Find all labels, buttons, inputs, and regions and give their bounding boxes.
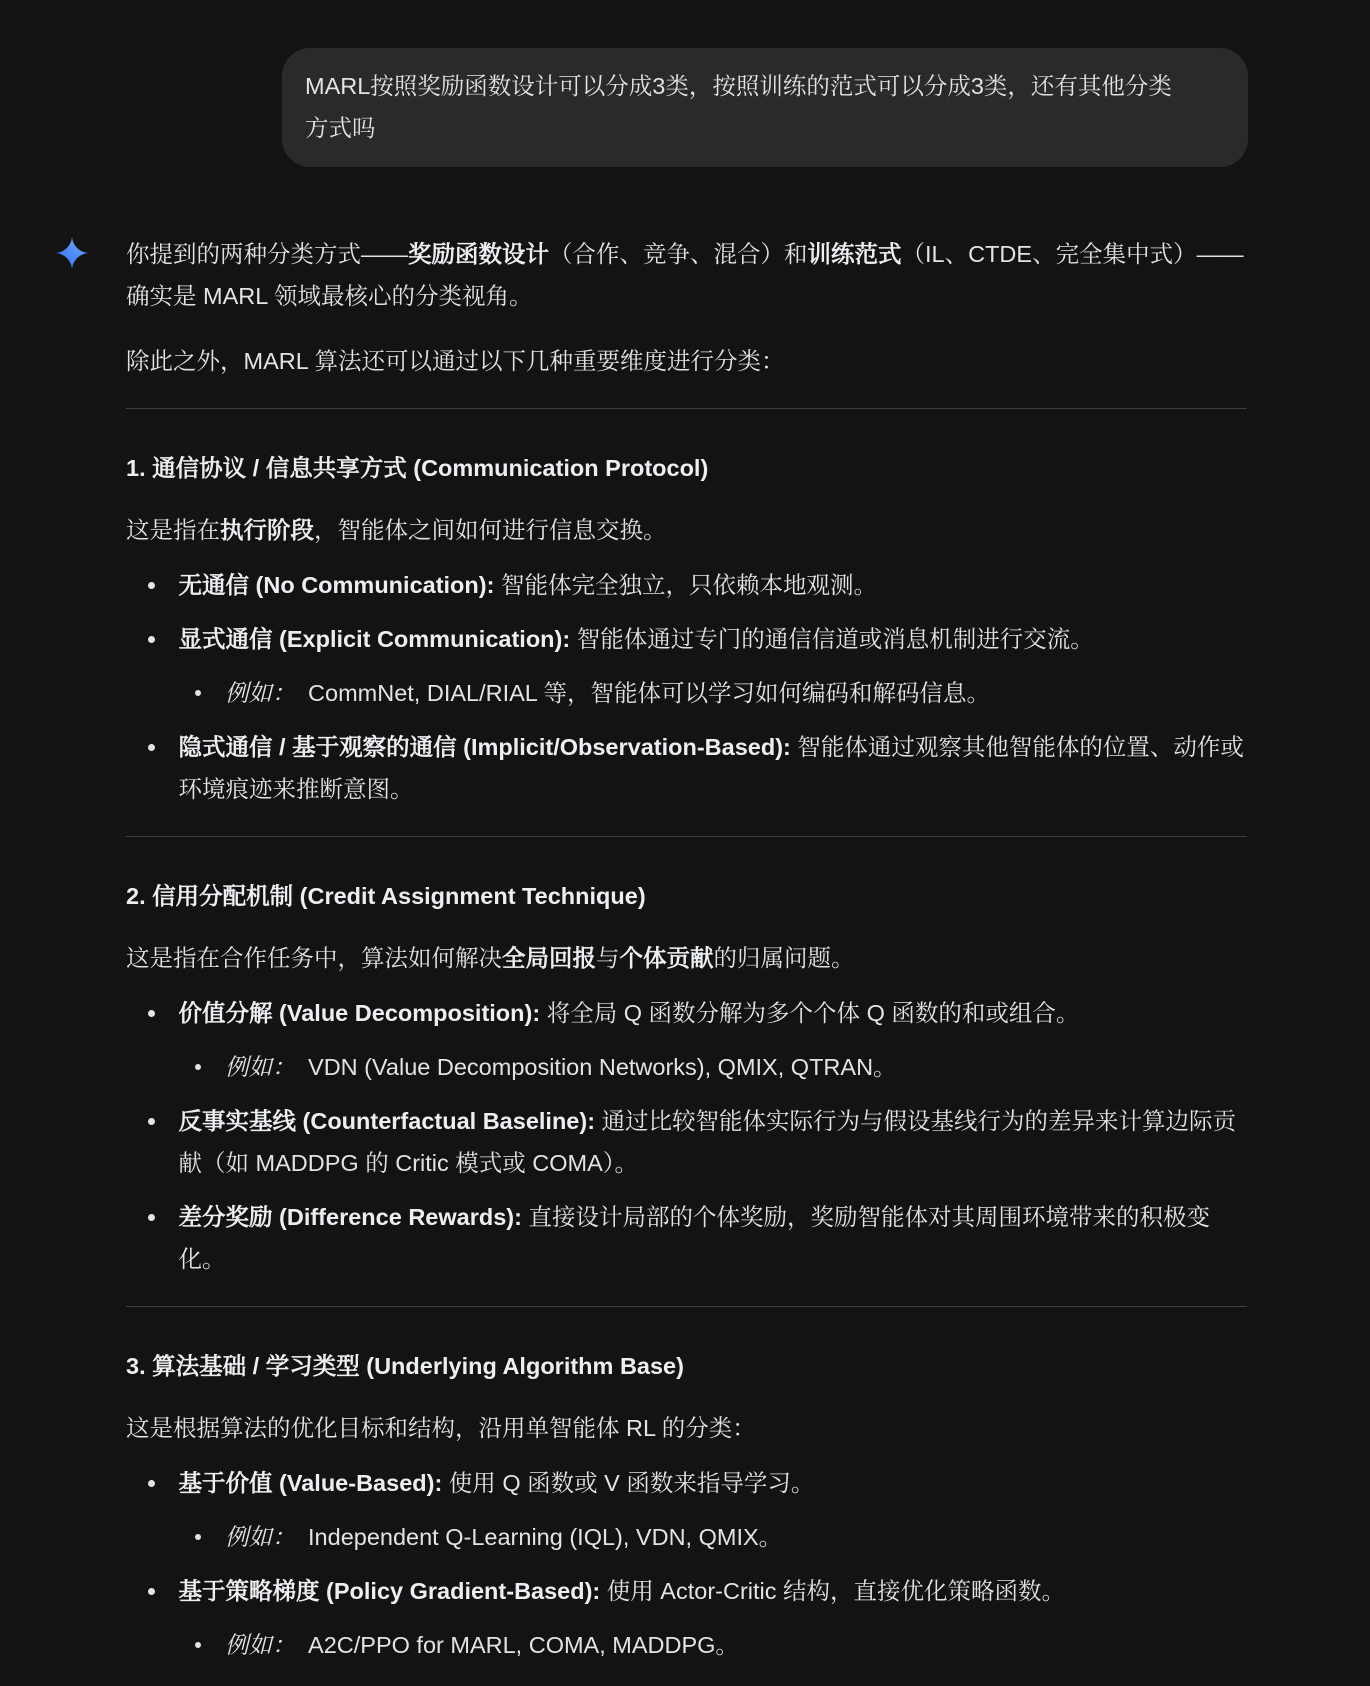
sub-bullet-list	[179, 1046, 1248, 1088]
section-description	[126, 937, 1247, 979]
bullet-marker	[148, 1480, 155, 1487]
intro-text: 你提到的两种分类方式——	[126, 241, 408, 267]
item-text: 智能体通过专门的通信信道或消息机制进行交流。	[570, 626, 1094, 652]
section-algorithm-base	[126, 1345, 1247, 1666]
list-item	[179, 1570, 1248, 1666]
intro-bold-term: 训练范式	[807, 241, 902, 267]
bullet-marker	[148, 582, 155, 589]
list-item	[179, 1100, 1248, 1184]
intro-bold-term: 奖励函数设计	[408, 241, 549, 267]
gemini-sparkle-icon-graphic	[56, 237, 88, 269]
item-label: 无通信 (No Communication):	[178, 572, 495, 598]
example-label: 例如：	[225, 1524, 296, 1550]
item-text: 将全局 Q 函数分解为多个个体 Q 函数的和或组合。	[540, 1000, 1080, 1026]
list-item	[179, 1462, 1248, 1558]
desc-text: 的归属问题。	[713, 945, 855, 971]
section-description	[126, 509, 1247, 551]
sub-bullet-list	[179, 672, 1248, 714]
bullet-marker	[148, 1588, 155, 1595]
bullet-list	[126, 564, 1247, 810]
item-label: 差分奖励 (Difference Rewards):	[178, 1204, 522, 1230]
example-text: VDN (Value Decomposition Networks), QMIX, QTRAN。	[301, 1054, 897, 1080]
section-heading: 2. 信用分配机制 (Credit Assignment Technique)	[126, 883, 646, 909]
example-text: CommNet, DIAL/RIAL 等，智能体可以学习如何编码和解码信息。	[301, 680, 991, 706]
desc-bold-term: 个体贡献	[619, 945, 714, 971]
item-text: 直接设计局部的个体奖励，奖励智能体对其周围环境带来的积极变化。	[178, 1204, 1210, 1272]
sub-bullet-marker	[195, 1642, 201, 1648]
section-divider	[126, 408, 1247, 409]
sub-bullet-marker	[195, 690, 201, 696]
desc-text: 这是指在	[126, 517, 220, 543]
sub-list-item	[225, 1624, 1247, 1666]
sub-list-item	[225, 1516, 1247, 1558]
item-text: 智能体通过观察其他智能体的位置、动作或环境痕迹来推断意图。	[178, 734, 1244, 802]
bullet-marker	[148, 636, 155, 643]
desc-bold-term: 执行阶段	[220, 517, 314, 543]
example-text: Independent Q-Learning (IQL), VDN, QMIX。	[301, 1524, 783, 1550]
example-label: 例如：	[225, 1054, 296, 1080]
example-text: A2C/PPO for MARL, COMA, MADDPG。	[301, 1632, 739, 1658]
user-message-text: MARL按照奖励函数设计可以分成3类，按照训练的范式可以分成3类，还有其他分类方式吗	[305, 73, 1172, 141]
item-label: 基于价值 (Value-Based):	[178, 1470, 443, 1496]
list-item	[179, 992, 1248, 1088]
intro-text: （IL、CTDE、完全集中式）——确实是 MARL 领域最核心的分类视角。	[126, 241, 1244, 309]
bullet-marker	[148, 1010, 155, 1017]
desc-text: 与	[596, 945, 620, 971]
section-description	[126, 1407, 1247, 1449]
list-item	[179, 726, 1248, 810]
section-heading: 3. 算法基础 / 学习类型 (Underlying Algorithm Base)	[126, 1353, 684, 1379]
bullet-marker	[148, 744, 155, 751]
bullet-list	[126, 992, 1247, 1280]
intro-text: （合作、竞争、混合）和	[549, 241, 808, 267]
desc-text: ，智能体之间如何进行信息交换。	[314, 517, 667, 543]
user-message-bubble	[282, 48, 1248, 167]
list-item	[179, 618, 1248, 714]
item-text: 智能体完全独立，只依赖本地观测。	[494, 572, 877, 598]
list-item	[179, 1196, 1248, 1280]
item-label: 反事实基线 (Counterfactual Baseline):	[178, 1108, 596, 1134]
example-label: 例如：	[225, 680, 296, 706]
assistant-response	[126, 233, 1247, 1666]
gemini-sparkle-icon	[56, 237, 88, 269]
section-heading: 1. 通信协议 / 信息共享方式 (Communication Protocol)	[126, 455, 709, 481]
item-label: 隐式通信 / 基于观察的通信 (Implicit/Observation-Based):	[178, 734, 791, 760]
desc-bold-term: 全局回报	[502, 945, 596, 971]
section-credit-assignment	[126, 875, 1247, 1280]
sub-bullet-list	[179, 1516, 1248, 1558]
item-text: 使用 Actor-Critic 结构，直接优化策略函数。	[600, 1578, 1066, 1604]
item-label: 显式通信 (Explicit Communication):	[178, 626, 571, 652]
desc-text: 这是根据算法的优化目标和结构，沿用单智能体 RL 的分类：	[126, 1415, 756, 1441]
sub-bullet-list	[179, 1624, 1248, 1666]
intro-paragraph-2: 除此之外，MARL 算法还可以通过以下几种重要维度进行分类：	[126, 348, 785, 374]
intro-paragraph	[126, 233, 1247, 317]
item-label: 价值分解 (Value Decomposition):	[178, 1000, 541, 1026]
section-divider	[126, 1306, 1247, 1307]
example-label: 例如：	[225, 1632, 296, 1658]
item-text: 使用 Q 函数或 V 函数来指导学习。	[442, 1470, 815, 1496]
bullet-list	[126, 1462, 1247, 1666]
list-item	[179, 564, 1248, 606]
bullet-marker	[148, 1118, 155, 1125]
desc-text: 这是指在合作任务中，算法如何解决	[126, 945, 502, 971]
sub-bullet-marker	[195, 1064, 201, 1070]
section-divider	[126, 836, 1247, 837]
item-text: 通过比较智能体实际行为与假设基线行为的差异来计算边际贡献（如 MADDPG 的 Critic 模式或 COMA）。	[178, 1108, 1237, 1176]
item-label: 基于策略梯度 (Policy Gradient-Based):	[178, 1578, 601, 1604]
sub-bullet-marker	[195, 1534, 201, 1540]
bullet-marker	[148, 1214, 155, 1221]
sub-list-item	[225, 1046, 1247, 1088]
sub-list-item	[225, 672, 1247, 714]
section-communication-protocol	[126, 447, 1247, 810]
